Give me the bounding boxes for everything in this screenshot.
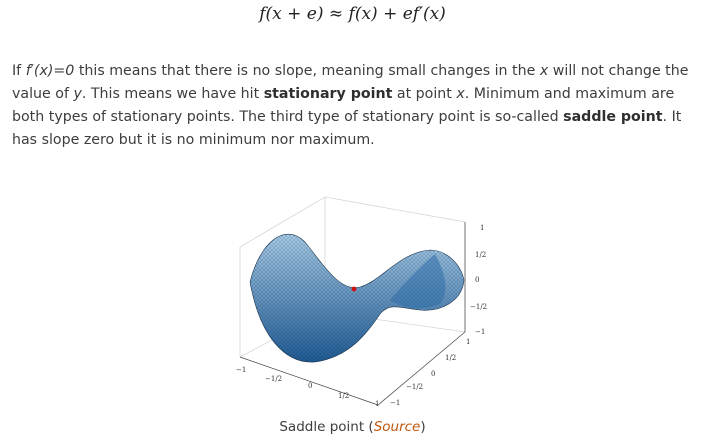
saddle-surface-plot (230, 192, 500, 412)
saddle-point-marker (352, 287, 357, 292)
text-run: . It has slope zero but it is no minimum nor maximum. (12, 109, 682, 148)
variable-y: y (73, 86, 82, 102)
z-axis-ticks (470, 224, 487, 336)
y-tick: −1/2 (406, 383, 424, 391)
variable-x: x (539, 63, 549, 79)
z-tick: −1/2 (470, 303, 488, 311)
text-run: . This means we have hit (81, 86, 264, 102)
y-tick: −1 (390, 399, 401, 407)
saddle-point-figure (230, 192, 500, 412)
x-tick: −1 (236, 366, 247, 374)
y-tick: 1/2 (445, 354, 457, 362)
x-axis-ticks (236, 366, 379, 408)
y-tick: 0 (431, 370, 436, 378)
caption-close: ) (420, 419, 426, 435)
variable-x: x (456, 86, 465, 102)
z-tick: −1 (475, 328, 486, 336)
formula-lhs: f(x + e) (259, 4, 324, 24)
text-run: If (12, 63, 26, 79)
z-tick: 0 (475, 276, 480, 284)
text-run: . Minimum and maximum are both types of stationary points. The third type of stationary point is so-called (12, 86, 675, 125)
term-saddle-point: saddle point (563, 109, 663, 125)
term-stationary-point: stationary point (263, 86, 393, 102)
explanation-paragraph (12, 60, 697, 152)
x-tick: −1/2 (265, 375, 283, 383)
text-run: at point (392, 86, 457, 102)
text-run: this means that there is no slope, meaning small changes in the (74, 63, 540, 79)
source-link[interactable]: Source (373, 419, 421, 435)
figure-caption (0, 419, 705, 435)
x-tick: 1/2 (338, 392, 350, 400)
y-tick: 1 (466, 338, 471, 346)
z-tick: 1/2 (475, 251, 487, 259)
text-run: will not change the value of (12, 63, 689, 102)
derivative-condition: f′(x)=0 (25, 63, 75, 79)
x-tick: 1 (375, 400, 380, 408)
formula (0, 4, 705, 24)
y-axis-ticks (390, 338, 470, 407)
z-tick: 1 (480, 224, 485, 232)
x-tick: 0 (308, 382, 313, 390)
caption-text: Saddle point ( (279, 419, 374, 435)
saddle-surface (250, 234, 464, 362)
formula-approx: ≈ (328, 4, 344, 24)
formula-rhs: f(x) + ef′(x) (348, 4, 446, 24)
